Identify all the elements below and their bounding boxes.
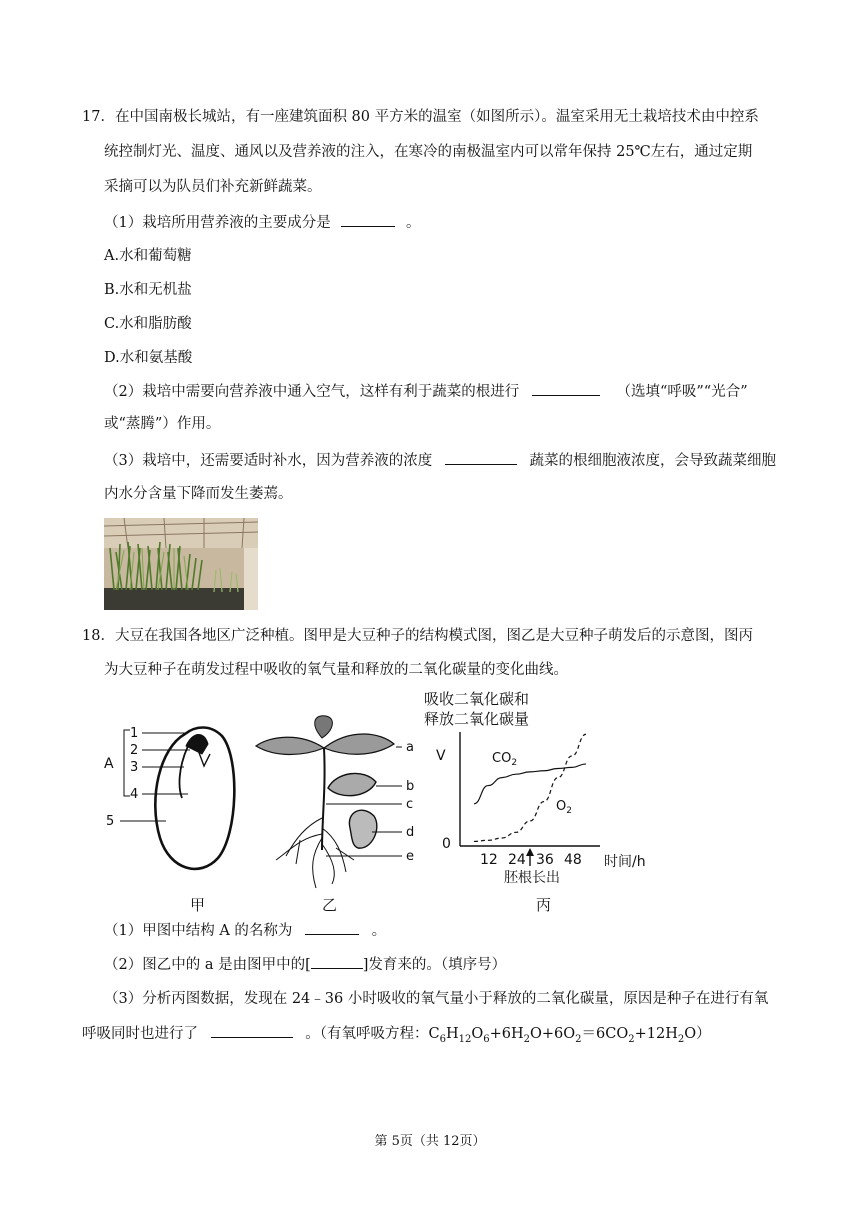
yi-label-c: c xyxy=(406,797,414,812)
jia-label-3: 3 xyxy=(130,760,139,775)
q17-stem-line3: 采摘可以为队员们补充新鲜蔬菜。 xyxy=(104,179,322,195)
q18-part2 xyxy=(104,954,506,975)
yi-label-b: b xyxy=(406,779,415,794)
q17-option-a: A.水和葡萄糖 xyxy=(104,248,192,264)
x-tick-label: 48 xyxy=(564,852,582,868)
q17-part2-line2: 或“蒸腾”）作用。 xyxy=(104,416,221,432)
q18-part2-rest: ]发育来的。（填序号） xyxy=(362,957,507,973)
co2-subscript: 2 xyxy=(511,758,518,768)
q17-part3-blank[interactable] xyxy=(445,450,517,465)
q18-part3-line1: （3）分析丙图数据，发现在 24﹣36 小时吸收的氧气量小于释放的二氧化碳量，原因是种子在进行有氧 xyxy=(104,991,769,1007)
q17-part3-line2: 内水分含量下降而发生萎蔫。 xyxy=(104,486,293,502)
q18-part3-blank[interactable] xyxy=(211,1023,293,1038)
q17-part1-text: （1）栽培所用营养液的主要成分是 xyxy=(104,215,331,231)
series-label-co2: $CO_2$ xyxy=(492,751,518,768)
seedling-diagram xyxy=(256,716,402,888)
q17-option-b: B.水和无机盐 xyxy=(104,282,192,298)
q17-part3 xyxy=(104,450,776,471)
q18-part2-text: （2）图乙中的 a 是由图甲中的[ xyxy=(104,957,311,973)
y-axis-label: V xyxy=(436,748,446,764)
x-axis-label: 时间/h xyxy=(604,854,646,870)
respiration-equation: 。（有氧呼吸方程：$C_6H_{12}O_6+6H_2O+6O_2=6CO_2+12H_2O$） xyxy=(305,1026,711,1045)
jia-label-2: 2 xyxy=(130,743,139,758)
caption-jia: 甲 xyxy=(190,896,206,914)
q17-part1 xyxy=(104,212,420,233)
page-footer: 第 5页（共 12页） xyxy=(374,1134,486,1149)
origin-label: 0 xyxy=(442,836,451,852)
jia-label-A: A xyxy=(104,756,114,772)
q18-stem-line1: 18．大豆在我国各地区广泛种植。图甲是大豆种子的结构模式图，图乙是大豆种子萌发后的示意图，图丙 xyxy=(82,628,753,644)
co2-series-line xyxy=(474,764,586,804)
x-tick-label: 12 xyxy=(480,852,498,868)
yi-label-d: d xyxy=(406,825,415,840)
caption-yi: 乙 xyxy=(322,896,338,914)
q18-part1-text: （1）甲图中结构 A 的名称为 xyxy=(104,923,293,939)
chart-title-line1: 吸收二氧化碳和 xyxy=(424,690,530,708)
x-tick-label: 24 xyxy=(508,852,526,868)
yi-label-a: a xyxy=(406,740,414,755)
q17-part2-text: （2）栽培中需要向营养液中通入空气，这样有利于蔬菜的根进行 xyxy=(104,384,520,400)
q17-part2 xyxy=(104,381,748,402)
jia-label-1: 1 xyxy=(130,726,139,741)
o2-subscript: 2 xyxy=(566,806,572,816)
q17-option-c: C.水和脂肪酸 xyxy=(104,316,192,332)
chart-title-line2: 释放二氧化碳量 xyxy=(424,710,530,728)
annotation-label: 胚根长出 xyxy=(504,870,560,886)
q17-part1-blank[interactable] xyxy=(341,212,395,227)
q17-part2-hint: （选填“呼吸”“光合” xyxy=(616,384,748,400)
o2-series-line xyxy=(474,734,586,841)
q18-part1 xyxy=(104,920,386,941)
jia-label-4: 4 xyxy=(130,787,139,802)
q18-part3-text: 呼吸同时也进行了 xyxy=(82,1026,198,1042)
q18-part3-line2 xyxy=(82,1023,711,1050)
q18-part2-blank[interactable] xyxy=(311,954,363,969)
q18-part1-blank[interactable] xyxy=(305,920,359,935)
q18-part1-end: 。 xyxy=(371,923,387,939)
q17-stem-line2: 统控制灯光、温度、通风以及营养液的注入，在寒冷的南极温室内可以常年保持 25℃左右，通过定期 xyxy=(104,144,753,160)
soybean-figure xyxy=(100,688,660,918)
series-label-o2: $O_2$ xyxy=(556,799,572,816)
q17-part3-rest: 蔬菜的根细胞液浓度，会导致蔬菜细胞 xyxy=(529,453,776,469)
q17-option-d: D.水和氨基酸 xyxy=(104,350,193,366)
q17-part1-end: 。 xyxy=(405,215,421,231)
caption-bing: 丙 xyxy=(536,896,552,914)
x-tick-label: 36 xyxy=(536,852,554,868)
q17-stem-line1: 17．在中国南极长城站，有一座建筑面积 80 平方米的温室（如图所示）。温室采用无土栽培技术由中控系 xyxy=(82,109,759,125)
q17-part2-blank[interactable] xyxy=(532,381,600,396)
q18-stem-line2: 为大豆种子在萌发过程中吸收的氧气量和释放的二氧化碳量的变化曲线。 xyxy=(104,662,568,678)
annotation-arrow-head xyxy=(526,848,534,856)
q17-part3-text: （3）栽培中，还需要适时补水，因为营养液的浓度 xyxy=(104,453,433,469)
yi-label-e: e xyxy=(406,849,414,864)
greenhouse-photo xyxy=(104,518,258,610)
jia-label-5: 5 xyxy=(106,814,115,829)
